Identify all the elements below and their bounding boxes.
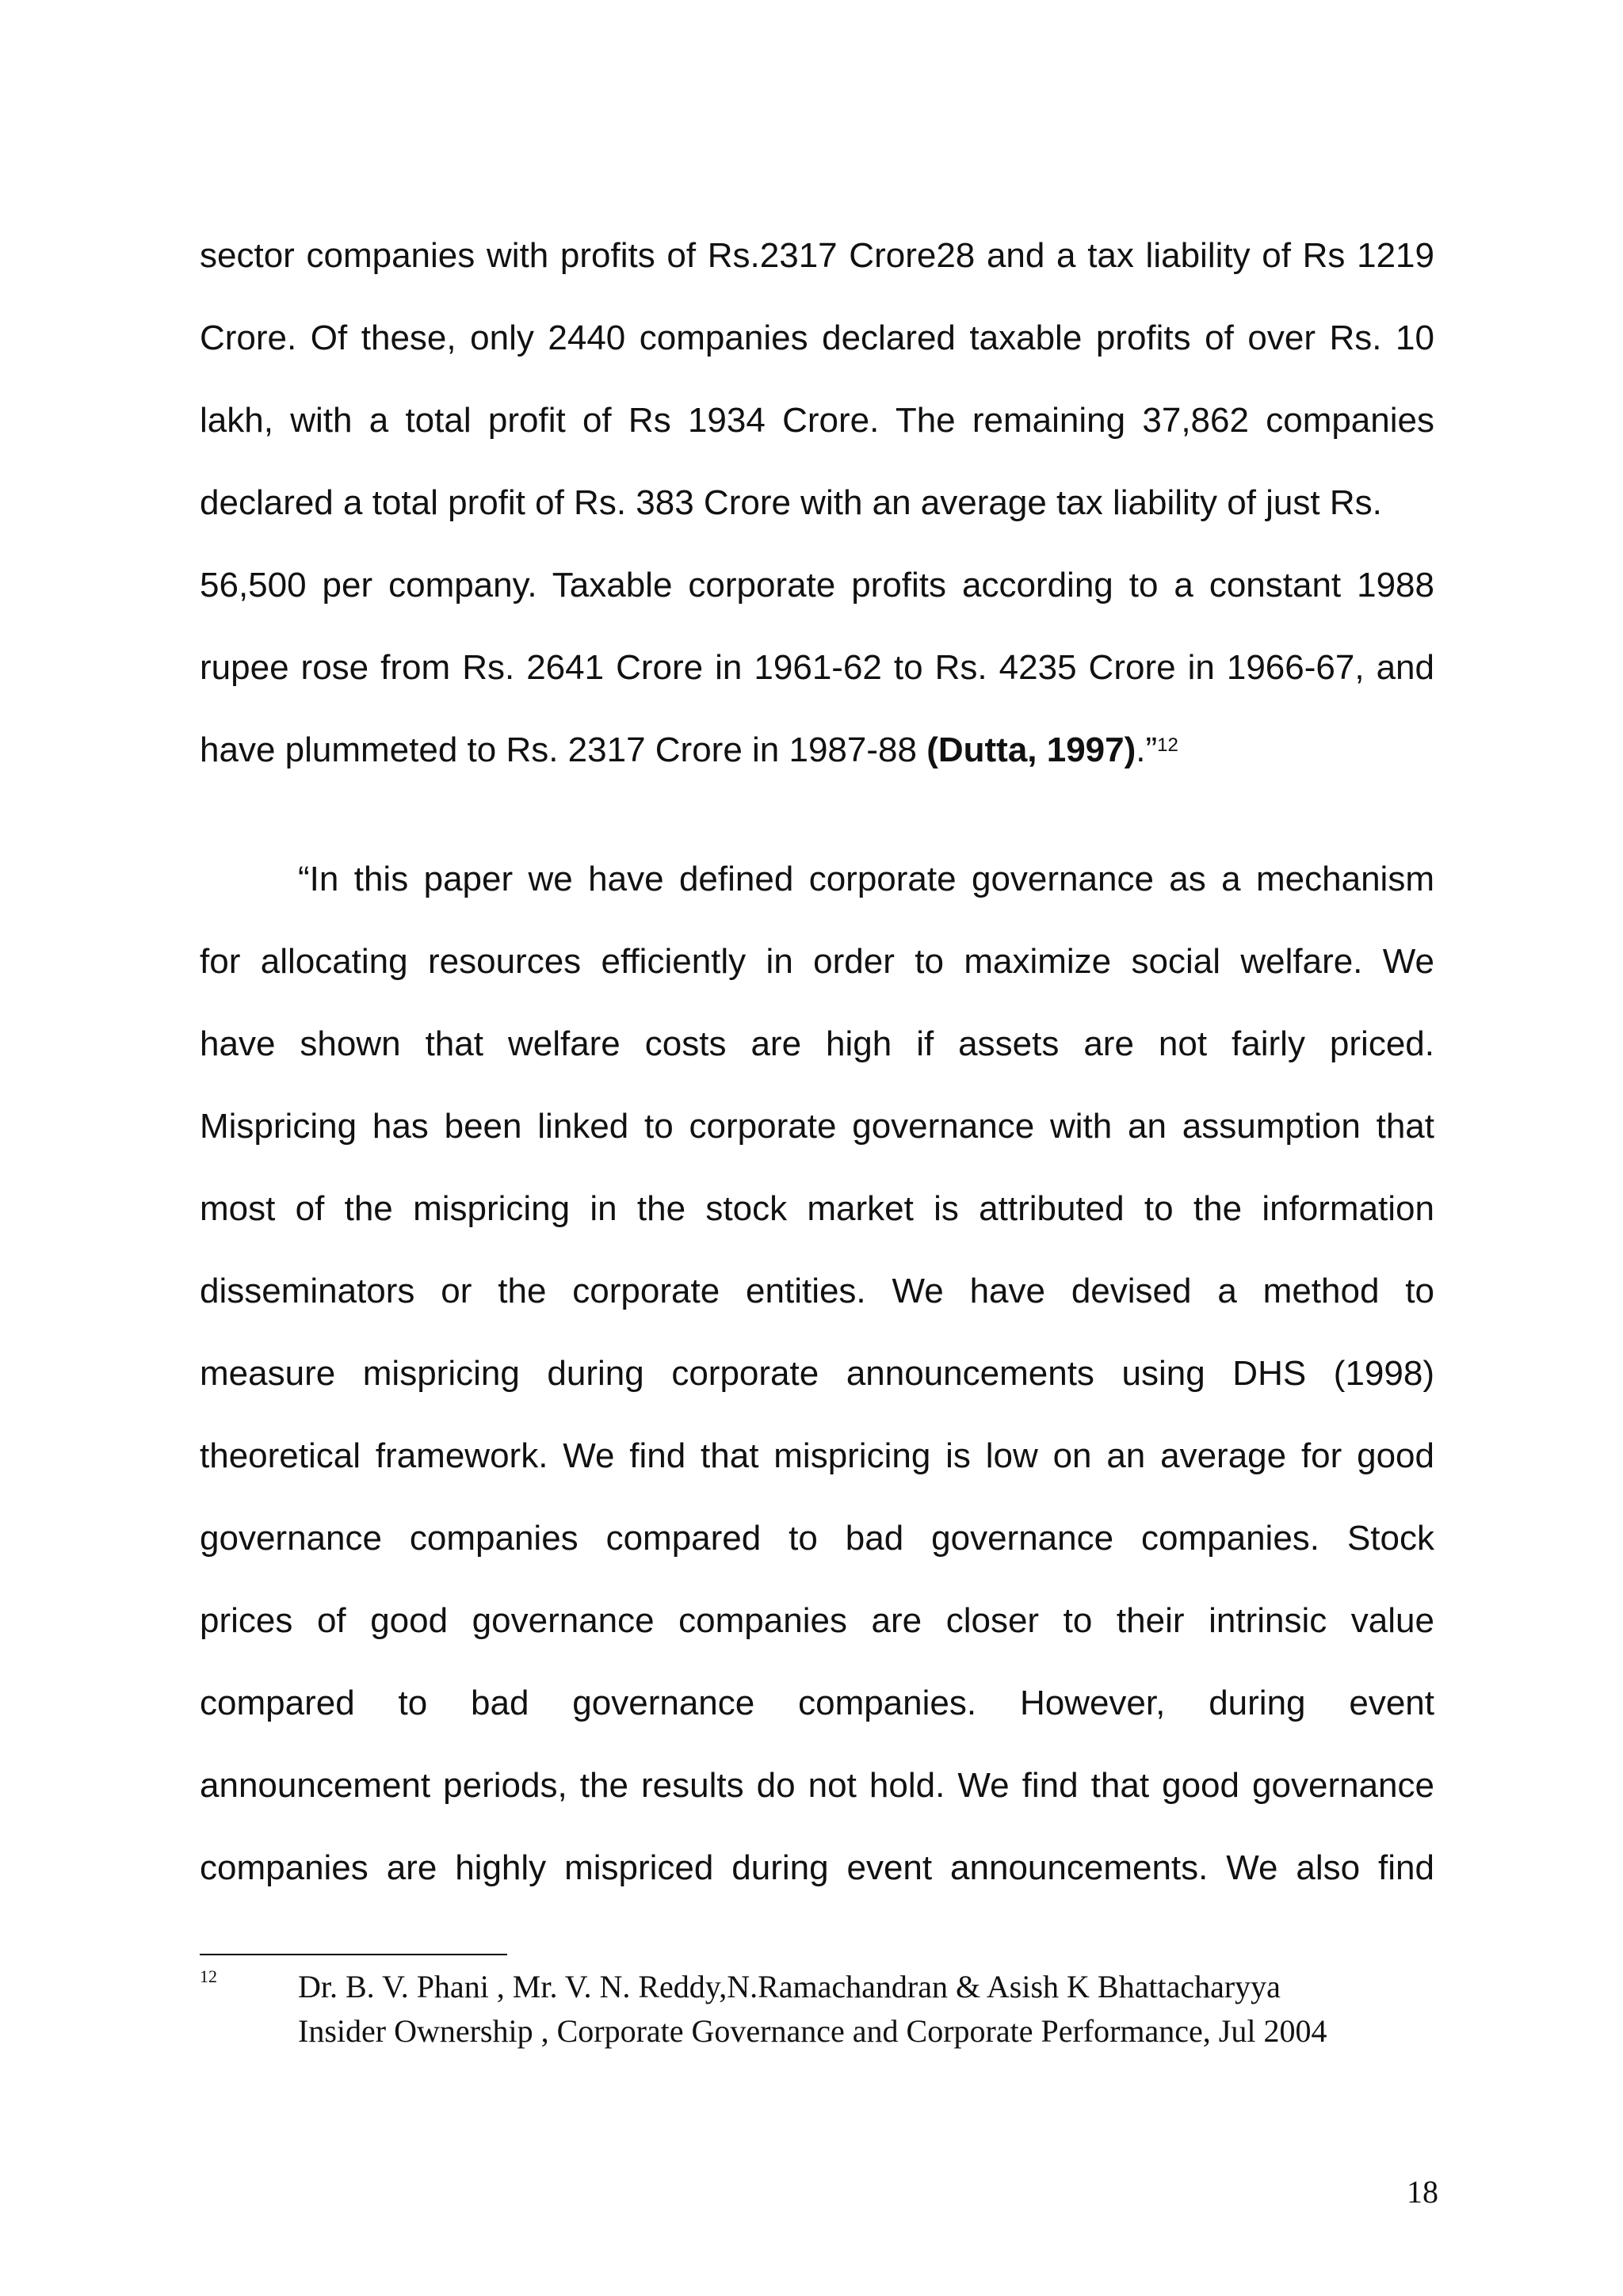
paragraph-1 [200,215,1434,791]
paragraph-2-line: governance companies compared to bad governance companies. Stock [200,1519,1434,1558]
paragraph-2-line: companies are highly mispriced during event announcements. We also find [200,1848,1434,1887]
paragraph-2-line: measure mispricing during corporate announcements using DHS (1998) [200,1354,1434,1393]
footnote-number: 12 [200,1966,217,1986]
paragraph-1-line: Crore. Of these, only 2440 companies declared taxable profits of over Rs. 10 [200,318,1434,357]
citation: (Dutta, 1997) [926,730,1136,769]
paragraph-1-line: sector companies with profits of Rs.2317 Crore28 and a tax liability of Rs 1219 [200,236,1434,275]
paragraph-1-last-line [200,709,1434,791]
footnote-reference[interactable]: 12 [1157,734,1178,756]
paragraph-2-line: compared to bad governance companies. However, during event [200,1684,1434,1722]
page-number: 18 [1407,2174,1438,2210]
paragraph-2-line: disseminators or the corporate entities. We have devised a method to [200,1272,1434,1310]
paragraph-1-line: lakh, with a total profit of Rs 1934 Crore. The remaining 37,862 companies [200,401,1434,440]
paragraph-2-line: theoretical framework. We find that mispricing is low on an average for good [200,1436,1434,1475]
paragraph-1-line: declared a total profit of Rs. 383 Crore with an average tax liability of just Rs. [200,483,1382,522]
closing-quote: .” [1136,730,1158,769]
paragraph-2 [200,838,1434,1909]
paragraph-2-line: have shown that welfare costs are high if assets are not fairly priced. [200,1024,1434,1063]
footnote-separator [200,1954,507,1955]
paragraph-2-line: “In this paper we have defined corporate governance as a mechanism [298,860,1434,898]
paragraph-1-line: 56,500 per company. Taxable corporate profits according to a constant 1988 [200,566,1434,605]
paragraph-1-line: rupee rose from Rs. 2641 Crore in 1961-62 to Rs. 4235 Crore in 1966-67, and [200,648,1434,687]
footnote-body [298,1965,1327,2054]
last-line-text: have plummeted to Rs. 2317 Crore in 1987-88 [200,730,927,769]
paragraph-2-line: prices of good governance companies are closer to their intrinsic value [200,1601,1434,1640]
paragraph-2-line: announcement periods, the results do not hold. We find that good governance [200,1766,1434,1805]
paragraph-2-line: Mispricing has been linked to corporate governance with an assumption that [200,1107,1434,1146]
footnote-line-2: Insider Ownership , Corporate Governance and Corporate Performance, Jul 2004 [298,2013,1327,2049]
paragraph-2-line: for allocating resources efficiently in order to maximize social welfare. We [200,942,1434,981]
footnote-line-1: Dr. B. V. Phani , Mr. V. N. Reddy,N.Ramachandran & Asish K Bhattacharyya [298,1969,1281,2004]
paragraph-2-line: most of the mispricing in the stock market is attributed to the information [200,1189,1434,1228]
